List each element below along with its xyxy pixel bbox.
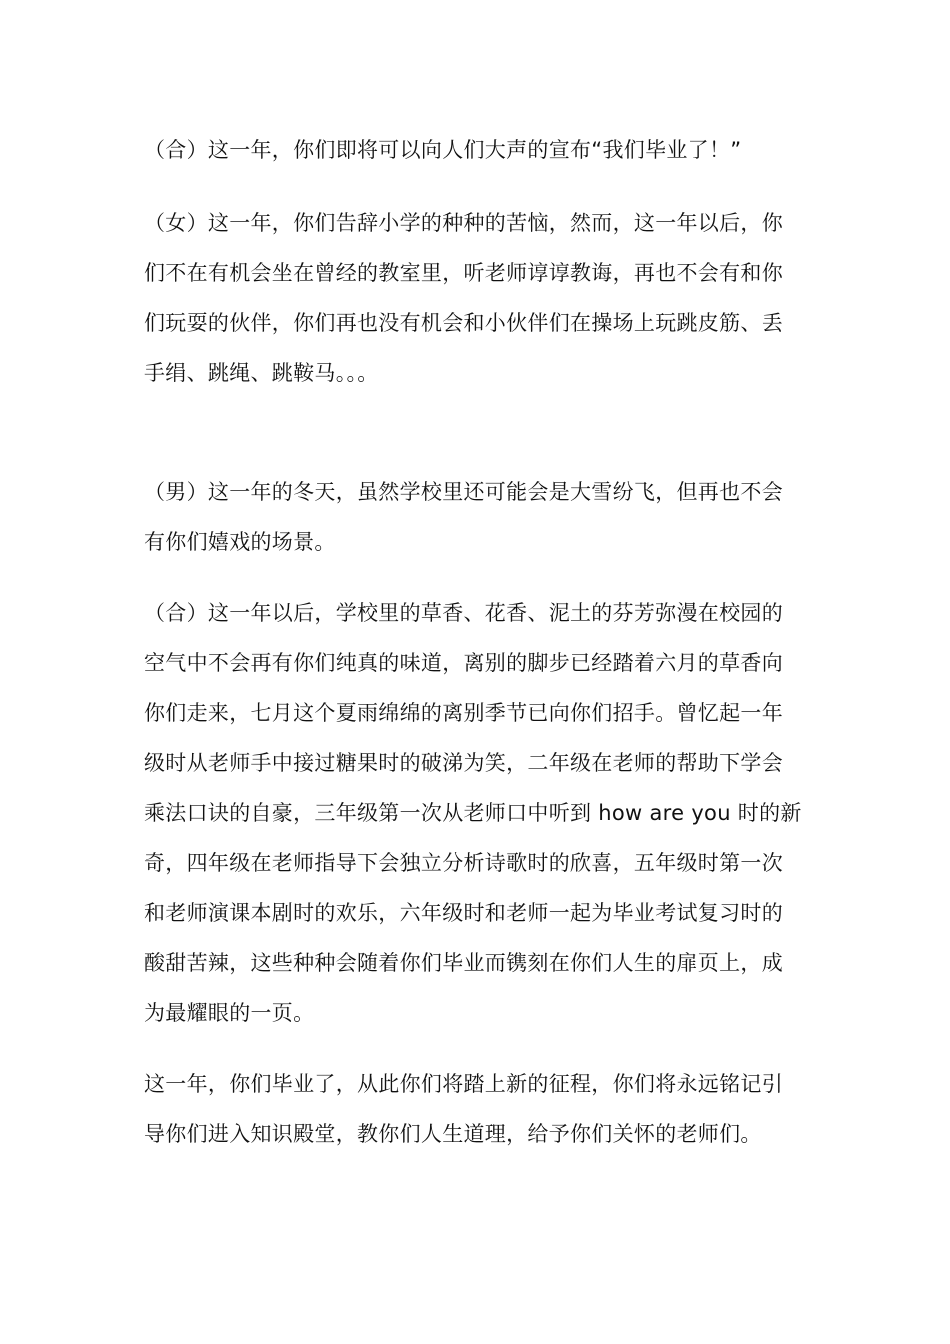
paragraph-closing — [144, 1059, 809, 1159]
paragraph-chorus-memories — [144, 588, 809, 1038]
text-line: 乘法口诀的自豪，三年级第一次从老师口中听到 how are you 时的新 — [144, 801, 802, 825]
text-line: （合）这一年，你们即将可以向人们大声的宣布“我们毕业了！” — [144, 138, 742, 162]
text-line: （男）这一年的冬天，虽然学校里还可能会是大雪纷飞，但再也不会 — [144, 480, 783, 504]
paragraph-female-farewell — [144, 198, 809, 398]
text-line: 们玩耍的伙伴，你们再也没有机会和小伙伴们在操场上玩跳皮筋、丢 — [144, 311, 783, 335]
text-line: 空气中不会再有你们纯真的味道，离别的脚步已经踏着六月的草香向 — [144, 651, 783, 675]
text-line: 手绢、跳绳、跳鞍马。。。 — [144, 361, 379, 385]
text-line: 这一年，你们毕业了，从此你们将踏上新的征程，你们将永远铭记引 — [144, 1072, 783, 1096]
text-line: （合）这一年以后，学校里的草香、花香、泥土的芬芳弥漫在校园的 — [144, 601, 783, 625]
text-line: 为最耀眼的一页。 — [144, 1001, 315, 1025]
text-line: 你们走来，七月这个夏雨绵绵的离别季节已向你们招手。曾忆起一年 — [144, 701, 783, 725]
text-line: 和老师演课本剧时的欢乐，六年级时和老师一起为毕业考试复习时的 — [144, 901, 783, 925]
text-line: 酸甜苦辣，这些种种会随着你们毕业而镌刻在你们人生的扉页上，成 — [144, 951, 783, 975]
paragraph-male-winter — [144, 467, 809, 567]
text-line: 导你们进入知识殿堂，教你们人生道理，给予你们关怀的老师们。 — [144, 1122, 762, 1146]
text-line: 奇，四年级在老师指导下会独立分析诗歌时的欣喜，五年级时第一次 — [144, 851, 783, 875]
paragraph-chorus-announcement — [144, 125, 809, 175]
text-line: （女）这一年，你们告辞小学的种种的苦恼，然而，这一年以后，你 — [144, 211, 783, 235]
text-line: 有你们嬉戏的场景。 — [144, 530, 336, 554]
text-line: 级时从老师手中接过糖果时的破涕为笑，二年级在老师的帮助下学会 — [144, 751, 783, 775]
text-line: 们不在有机会坐在曾经的教室里，听老师谆谆教诲，再也不会有和你 — [144, 261, 783, 285]
